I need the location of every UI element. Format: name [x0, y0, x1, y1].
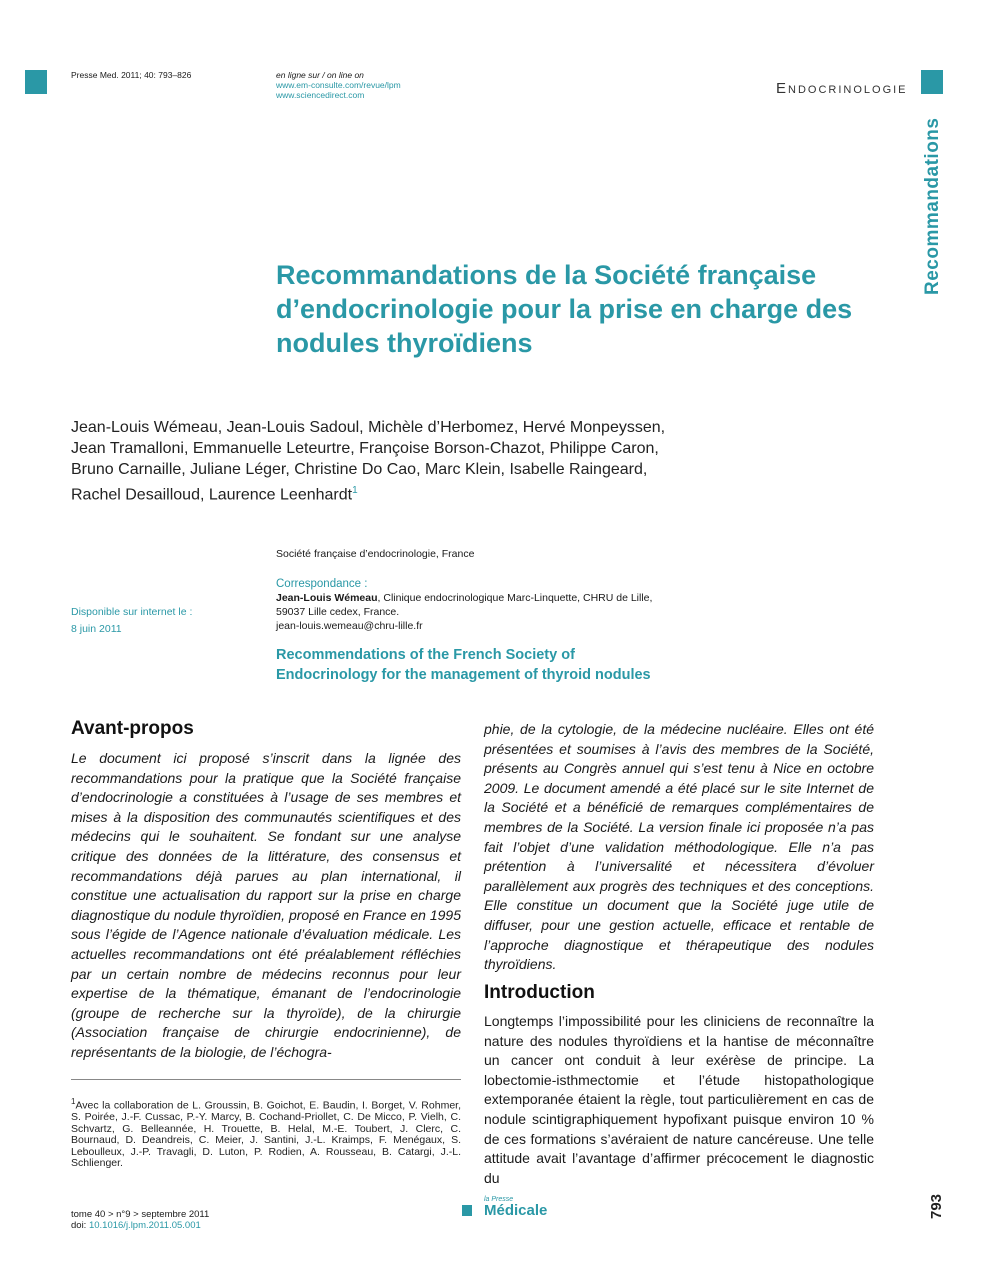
footnote-divider	[71, 1079, 461, 1080]
page-number: 793	[928, 1193, 945, 1219]
introduction-text: Longtemps l’impossibilité pour les cliniciens de reconnaître la nature des nodules thyroïdiens et la hantise de méconnaître un cancer ont conduit à leur exérèse de principe. La lobectomie-isthmectomie et l’étude histopathologique extemporanée étaient la règle, tout particulièrement en cas de nodule scintigraphiquement hypofixant puisque environ 10 % de ces formations s’avéraient de nature cancéreuse. Une telle attitude avait l’avantage d’affirmer précocement le diagnostic du	[484, 1013, 874, 1186]
correspondence-label: Correspondance :	[276, 578, 368, 590]
introduction-heading: Introduction	[484, 982, 595, 1003]
author-list	[71, 417, 681, 505]
title-line-1: Recommandations de la Société française	[276, 260, 817, 290]
avant-propos-heading: Avant-propos	[71, 718, 194, 739]
affiliation: Société française d’endocrinologie, France	[276, 548, 475, 560]
corner-square-left	[25, 70, 47, 94]
correspondence-address-line-1	[276, 591, 696, 605]
logo-square	[462, 1205, 472, 1216]
doi-link[interactable]: 10.1016/j.lpm.2011.05.001	[88, 1220, 201, 1231]
corner-square-right	[921, 70, 943, 94]
online-label: en ligne sur / on line on	[276, 70, 364, 80]
available-label: Disponible sur internet le :	[71, 606, 193, 618]
title-line-2: d’endocrinologie pour la prise en charge des	[276, 294, 853, 324]
logo-big-text: Médicale	[484, 1202, 548, 1219]
doi-label: doi:	[71, 1220, 89, 1231]
english-title-line-2: Endocrinology for the management of thyroid nodules	[276, 667, 651, 683]
authors-line-1: Jean-Louis Wémeau, Jean-Louis Sadoul, Michèle d’Herbomez, Hervé Monpeyssen,	[71, 419, 666, 436]
avant-propos-continued: phie, de la cytologie, de la médecine nucléaire. Elles ont été présentées et soumises à l’avis des membres de la Société, présents au Congrès annuel qui s’est tenu à Nice en octobre 2009. Le document amendé a été placé sur le site Internet de la Société et a bénéficié de remarques complémentaires de membres de la Société. La version finale ici proposée n’a pas fait l’objet d’une validation méthodologique. Elle n’a pas prétention à l’universalité et nécessitera d’évoluer parallèlement aux progrès des techniques et des conceptions. Elle constitue un document que la Société juge utile de diffuser, pour une gestion actuelle, efficace et rentable de l’approche diagnostique et thérapeutique des nodules thyroïdiens.	[484, 721, 874, 973]
authors-line-4	[71, 480, 681, 505]
correspondence-address-2: 59037 Lille cedex, France.	[276, 606, 400, 618]
english-title-line-1: Recommendations of the French Society of	[276, 647, 575, 663]
correspondence-email[interactable]: jean-louis.wemeau@chru-lille.fr	[276, 620, 423, 632]
authors-line-2: Jean Tramalloni, Emmanuelle Leteurtre, Françoise Borson-Chazot, Philippe Caron,	[71, 440, 659, 457]
section-label: Endocrinologie	[776, 80, 908, 97]
correspondence-name: Jean-Louis Wémeau	[276, 592, 378, 604]
citation: Presse Med. 2011; 40: 793–826	[71, 70, 192, 80]
url-em-consulte[interactable]: www.em-consulte.com/revue/lpm	[276, 80, 401, 90]
correspondence-address-1: , Clinique endocrinologique Marc-Linquette, CHRU de Lille,	[377, 592, 653, 604]
correspondence-block	[276, 577, 696, 633]
author-footnote-marker[interactable]: 1	[352, 485, 358, 496]
footer-volume: tome 40 > n°9 > septembre 2011	[71, 1209, 210, 1220]
url-sciencedirect[interactable]: www.sciencedirect.com	[276, 90, 365, 100]
footer-doi-line	[71, 1220, 201, 1231]
authors-line-4-text: Rachel Desailloud, Laurence Leenhardt	[71, 486, 353, 504]
side-tab-label: Recommandations	[922, 117, 943, 295]
footnote	[71, 1096, 461, 1170]
logo-small-text: la Presse	[484, 1196, 514, 1203]
authors-line-3: Bruno Carnaille, Juliane Léger, Christine Do Cao, Marc Klein, Isabelle Raingeard,	[71, 461, 648, 478]
title-line-3: nodules thyroïdiens	[276, 328, 533, 358]
footnote-marker: 1	[71, 1097, 76, 1106]
english-title	[276, 645, 651, 685]
avant-propos-text: Le document ici proposé s’inscrit dans la lignée des recommandations pour la pratique que la Société française d’endocrinologie a constituées à l’usage de ses membres et mises à la disposition des communautés scientifiques et des médecins qui le souhaitent. Se fondant sur une analyse critique des données de la littérature, des consensus et recommandations déjà parues au plan international, il constitue une actualisation du rapport sur la prise en charge diagnostique du nodule thyroïdien, proposé en France en 1995 sous l’égide de l’Agence nationale d’évaluation médicale. Les actuelles recommandations ont été préalablement réfléchies par un certain nombre de médecins reconnus pour leur expertise de la thématique, émanant de l’endocrinologie (groupe de recherche sur la thyroïde), de la chirurgie (Association française de chirurgie endocrinienne), de représentants de la biologie, de l’échogra-	[71, 750, 461, 1060]
available-date: 8 juin 2011	[71, 623, 122, 635]
article-title	[276, 258, 896, 360]
footnote-text: Avec la collaboration de L. Groussin, B. Goichot, E. Baudin, I. Borget, V. Rohmer, S. Poirée, J.-F. Cussac, P.-Y. Marcy, B. Cochand-Priollet, C. De Micco, P. Vielh, C. Schvartz, G. Belleannée, H. Trouette, B. Helal, M.-E. Toubert, J. Clerc, C. Bournaud, D. Deandreis, C. Meier, J. Santini, J.-L. Kraimps, F. Menégaux, S. Leboulleux, J.-P. Travagli, D. Luton, P. Rodien, A. Rousseau, B. Catargi, J.-L. Schlienger.	[71, 1099, 461, 1170]
